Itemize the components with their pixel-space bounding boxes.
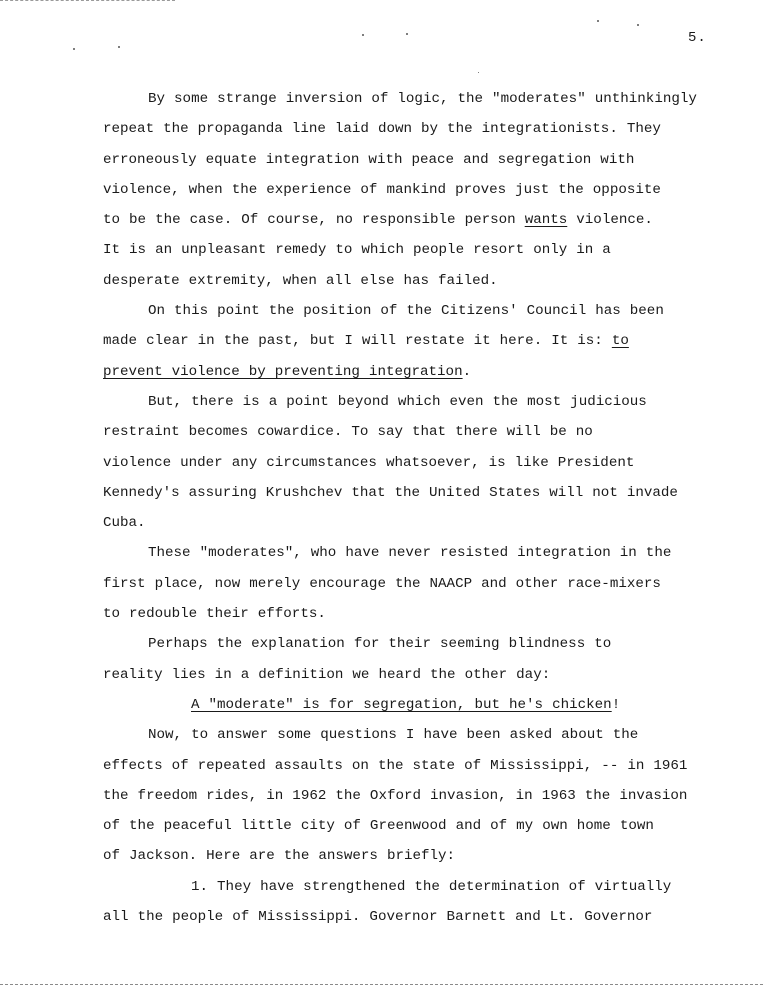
- text-line: repeat the propaganda line laid down by the integrationists. They: [103, 121, 661, 138]
- text-line: desperate extremity, when all else has failed.: [103, 272, 498, 289]
- page-number: 5.: [688, 30, 707, 46]
- body-text: [103, 88, 743, 936]
- text-line: By some strange inversion of logic, the "moderates" unthinkingly: [148, 91, 697, 107]
- scan-speck: [637, 24, 639, 26]
- text-line: These "moderates", who have never resisted integration in the: [148, 545, 672, 562]
- text-line: the freedom rides, in 1962 the Oxford invasion, in 1963 the invasion: [103, 787, 688, 804]
- text-line: effects of repeated assaults on the state of Mississippi, -- in 1961: [103, 757, 688, 774]
- text-line: to be the case. Of course, no responsible person wants violence.: [103, 212, 653, 229]
- text-line: Perhaps the explanation for their seeming blindness to: [148, 636, 612, 653]
- text-line: first place, now merely encourage the NAACP and other race-mixers: [103, 575, 661, 592]
- underlined-text: wants: [524, 212, 568, 229]
- text-line: But, there is a point beyond which even the most judicious: [148, 393, 647, 410]
- text-line: A "moderate" is for segregation, but he's chicken!: [191, 696, 621, 713]
- text-line: violence under any circumstances whatsoever, is like President: [103, 454, 635, 471]
- text-line: prevent violence by preventing integration.: [103, 363, 472, 380]
- text-line: all the people of Mississippi. Governor Barnett and Lt. Governor: [103, 909, 653, 926]
- text-line: It is an unpleasant remedy to which people resort only in a: [103, 242, 611, 259]
- text-line: Now, to answer some questions I have been asked about the: [148, 727, 639, 744]
- scan-speck: [406, 33, 408, 35]
- scan-speck: [597, 20, 599, 22]
- text-line: to redouble their efforts.: [103, 606, 326, 623]
- underlined-text: prevent violence by preventing integration: [103, 363, 463, 380]
- text-line: of Jackson. Here are the answers briefly:: [103, 848, 456, 865]
- scan-speck: [73, 48, 75, 50]
- text-line: violence, when the experience of mankind proves just the opposite: [103, 181, 661, 198]
- scan-speck: [118, 46, 120, 48]
- scan-edge-top: [0, 0, 175, 2]
- text-line: reality lies in a definition we heard the other day:: [103, 666, 551, 683]
- underlined-text: A "moderate" is for segregation, but he's chicken: [191, 696, 612, 713]
- text-line: 1. They have strengthened the determination of virtually: [191, 878, 672, 895]
- scan-edge-bottom: [0, 984, 763, 986]
- text-line: erroneously equate integration with peace and segregation with: [103, 151, 635, 168]
- text-line: restraint becomes cowardice. To say that there will be no: [103, 424, 593, 441]
- text-line: made clear in the past, but I will restate it here. It is: to: [103, 333, 629, 350]
- text-line: Kennedy's assuring Krushchev that the United States will not invade: [103, 484, 678, 501]
- underlined-text: to: [611, 333, 629, 350]
- text-line: On this point the position of the Citizens' Council has been: [148, 303, 664, 320]
- text-line: of the peaceful little city of Greenwood and of my own home town: [103, 818, 654, 835]
- text-line: Cuba.: [103, 515, 146, 532]
- scan-speck: [362, 34, 364, 36]
- scan-speck: [478, 72, 479, 73]
